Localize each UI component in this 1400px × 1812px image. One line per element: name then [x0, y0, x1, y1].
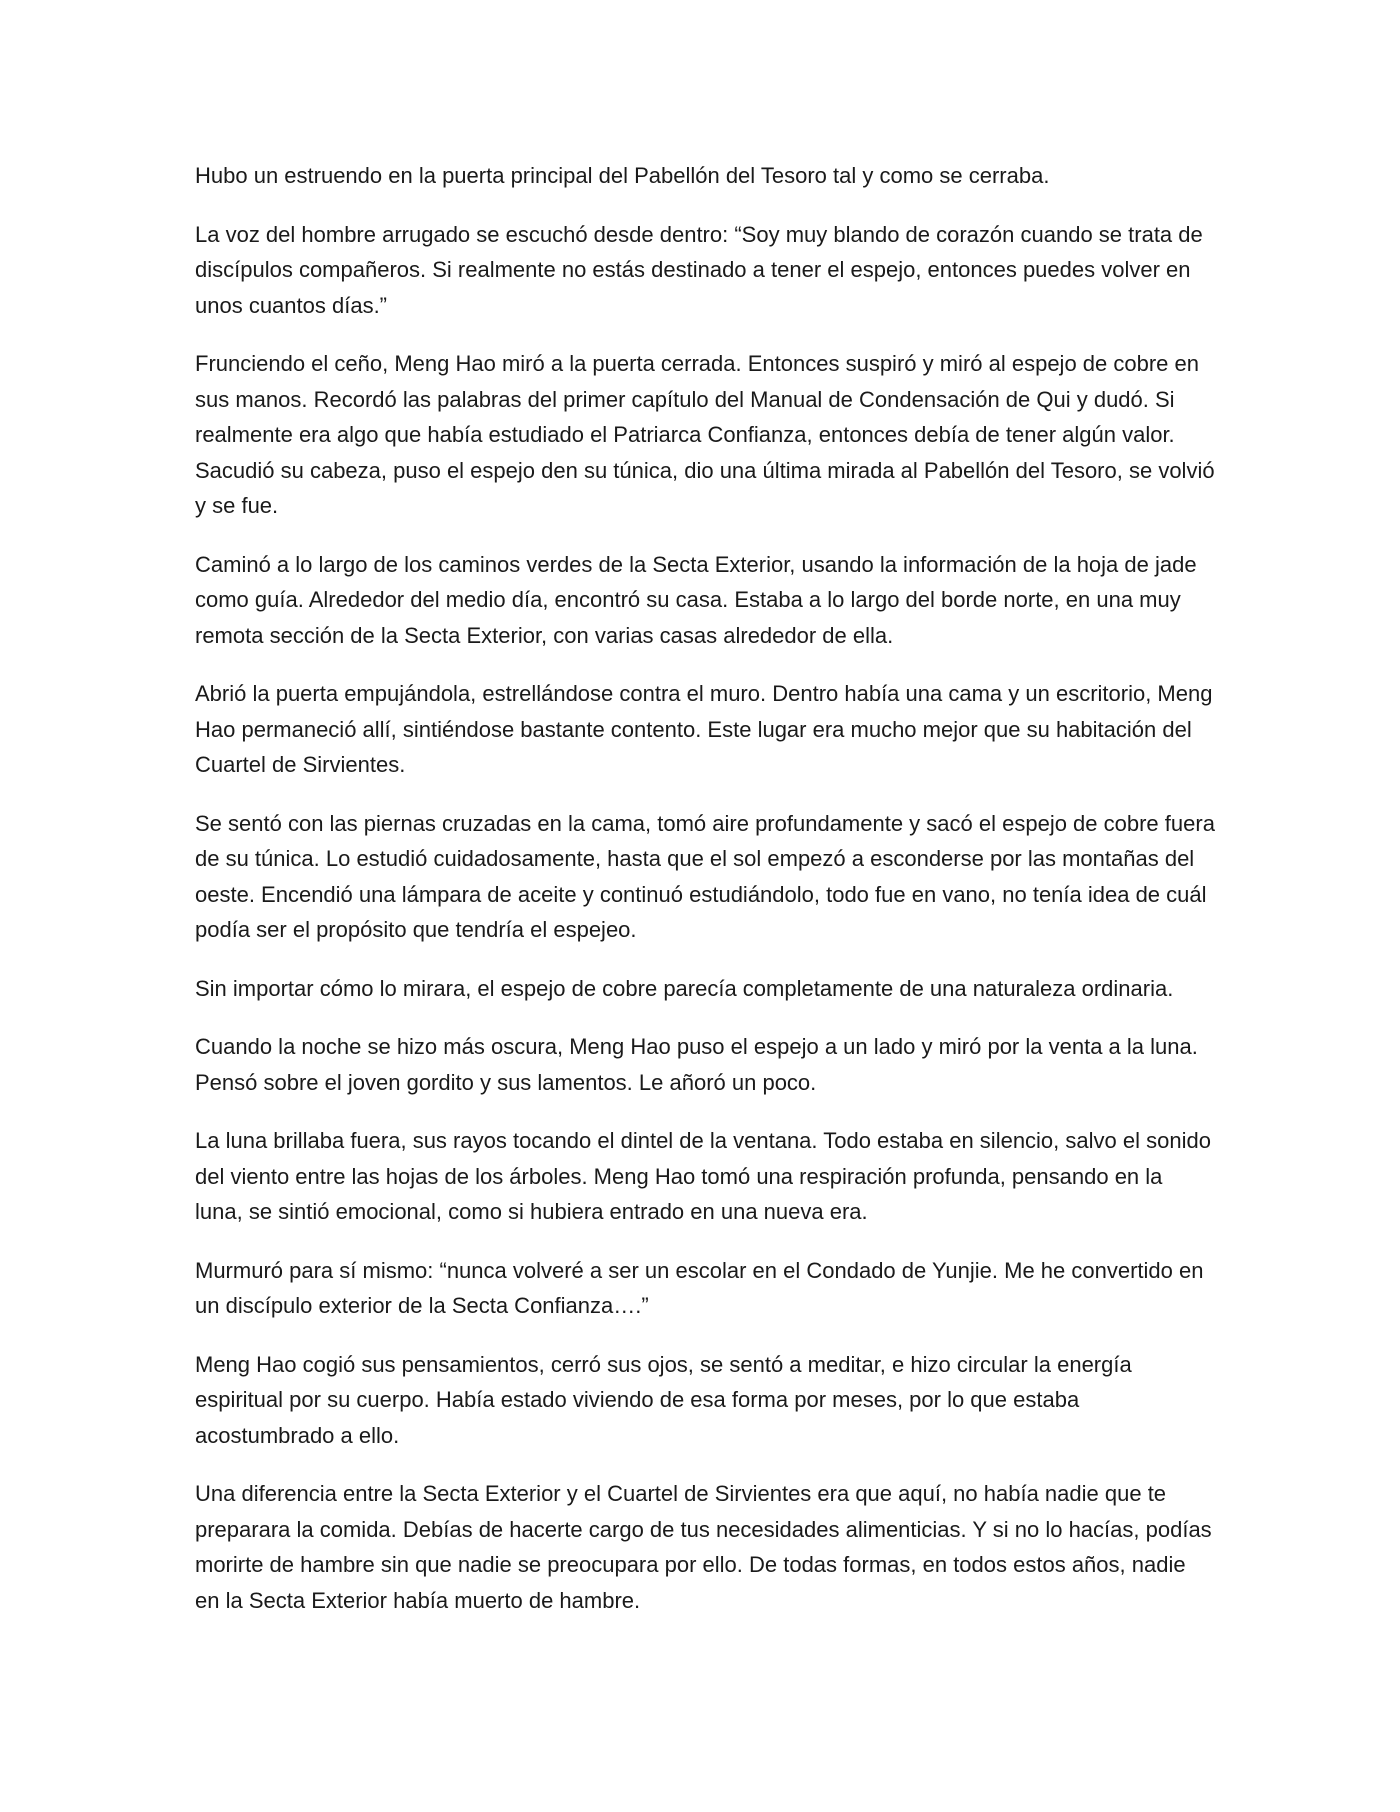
paragraph-1: Hubo un estruendo en la puerta principal del Pabellón del Tesoro tal y como se cerraba.: [195, 163, 1050, 188]
paragraph-7: Sin importar cómo lo mirara, el espejo de cobre parecía completamente de una naturaleza ordinaria.: [195, 975, 1174, 1001]
document-body: [195, 158, 1215, 1641]
paragraph-4: Caminó a lo largo de los caminos verdes de la Secta Exterior, usando la información de la hoja de jade como guía. Alrededor del medio día, encontró su casa. Estaba a lo largo del borde norte, en una muy remota sección de la Secta Exterior, con varias casas alrededor de ella.: [195, 551, 1197, 648]
paragraph-5: Abrió la puerta empujándola, estrellándose contra el muro. Dentro había una cama y un escritorio, Meng Hao permaneció allí, sintiéndose bastante contento. Este lugar era mucho mejor que su habitación del Cuartel de Sirvientes.: [195, 681, 1213, 777]
paragraph-9: La luna brillaba fuera, sus rayos tocando el dintel de la ventana. Todo estaba en silencio, salvo el sonido del viento entre las hojas de los árboles. Meng Hao tomó una respiración profunda, pensando en la luna, se sintió emocional, como si hubiera entrado en una nueva era.: [195, 1128, 1211, 1224]
paragraph-11: Meng Hao cogió sus pensamientos, cerró sus ojos, se sentó a meditar, e hizo circular la energía espiritual por su cuerpo. Había estado viviendo de esa forma por meses, por lo que estaba acostumbrado a ello.: [195, 1351, 1132, 1448]
paragraph-10: Murmuró para sí mismo: “nunca volveré a ser un escolar en el Condado de Yunjie. Me he convertido en un discípulo exterior de la Secta Confianza….”: [195, 1257, 1204, 1318]
paragraph-8: Cuando la noche se hizo más oscura, Meng Hao puso el espejo a un lado y miró por la venta a la luna. Pensó sobre el joven gordito y sus lamentos. Le añoró un poco.: [195, 1034, 1198, 1095]
paragraph-12: Una diferencia entre la Secta Exterior y el Cuartel de Sirvientes era que aquí, no había nadie que te preparara la comida. Debías de hacerte cargo de tus necesidades alimenticias. Y si no lo hacías, podías morirte de hambre sin que nadie se preocupara por ello. De todas formas, en todos estos años, nadie en la Secta Exterior había muerto de hambre.: [195, 1481, 1212, 1613]
paragraph-6: Se sentó con las piernas cruzadas en la cama, tomó aire profundamente y sacó el espejo de cobre fuera de su túnica. Lo estudió cuidadosamente, hasta que el sol empezó a esconderse por las montañas del oeste. Encendió una lámpara de aceite y continuó estudiándolo, todo fue en vano, no tenía idea de cuál podía ser el propósito que tendría el espejeo.: [195, 810, 1215, 942]
paragraph-2: La voz del hombre arrugado se escuchó desde dentro: “Soy muy blando de corazón cuando se trata de discípulos compañeros. Si realmente no estás destinado a tener el espejo, entonces puedes volver en unos cuantos días.”: [195, 221, 1203, 318]
paragraph-3: Frunciendo el ceño, Meng Hao miró a la puerta cerrada. Entonces suspiró y miró al espejo de cobre en sus manos. Recordó las palabras del primer capítulo del Manual de Condensación de Qui y dudó. Si realmente era algo que había estudiado el Patriarca Confianza, entonces debía de tener algún valor. Sacudió su cabeza, puso el espejo den su túnica, dio una última mirada al Pabellón del Tesoro, se volvió y se fue.: [195, 351, 1215, 518]
